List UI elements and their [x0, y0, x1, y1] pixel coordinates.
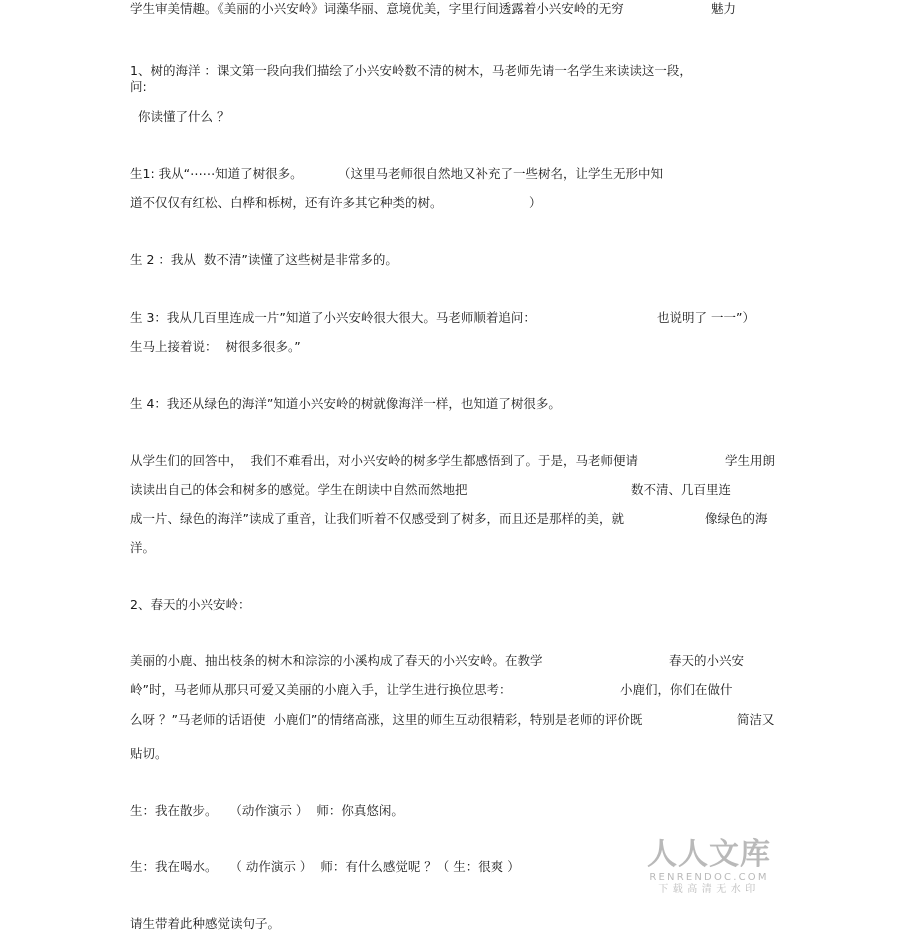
paragraph-line: 美丽的小鹿、抽出枝条的树木和淙淙的小溪构成了春天的小兴安岭。在教学 — [130, 653, 543, 668]
dialogue-line: 生：我在喝水。 （ 动作演示 ） 师：有什么感觉呢 ？（ 生：很爽 ） — [130, 859, 520, 874]
paragraph-line-tail: ） — [529, 195, 542, 210]
watermark-logo — [646, 837, 772, 895]
student-answer-1: 生1: 我从“⋯⋯知道了树很多。 — [130, 166, 303, 181]
paragraph-line: 岭”时，马老师从那只可爱又美丽的小鹿入手，让学生进行换位思考： — [130, 682, 512, 697]
paragraph-line-tail: 像绿色的海 — [705, 511, 768, 526]
paragraph-line: 道不仅仅有红松、白桦和栎树，还有许多其它种类的树。 — [130, 195, 443, 210]
paragraph-line-tail: 也说明了 一一”） — [657, 310, 755, 325]
paragraph-line: 问: — [130, 79, 147, 94]
paragraph-line: 学生审美情趣。《美丽的小兴安岭》词藻华丽、意境优美，字里行间透露着小兴安岭的无穷 — [130, 1, 624, 16]
paragraph-line-tail: 魅力 — [711, 1, 737, 16]
paragraph-line-tail: 春天的小兴安 — [669, 653, 745, 668]
paragraph-line-tail: 简洁又 — [737, 712, 775, 727]
question-line: 你读懂了什么 ？ — [138, 109, 230, 124]
watermark-url: RENRENDOC.COM — [649, 872, 769, 883]
watermark-title: 人人文库 — [647, 837, 771, 872]
teacher-note: （这里马老师很自然地又补充了一些树名，让学生无形中知 — [338, 166, 664, 181]
section-heading-1: 1、树的海洋 ：课文第一段向我们描绘了小兴安岭数不清的树木，马老师先请一名学生来读读这一段， — [130, 63, 692, 78]
student-answer-3: 生 3：我从几百里连成一片”知道了小兴安岭很大很大。马老师顺着追问： — [130, 310, 536, 325]
section-heading-2: 2、春天的小兴安岭： — [130, 597, 251, 612]
dialogue-line: 生：我在散步。 （动作演示 ） 师：你真悠闲。 — [130, 803, 404, 818]
paragraph-line-tail: 数不清、几百里连 — [631, 482, 732, 497]
student-answer-4: 生 4：我还从绿色的海洋”知道小兴安岭的树就像海洋一样，也知道了树很多。 — [130, 396, 561, 411]
paragraph-line: 贴切。 — [130, 746, 168, 761]
paragraph-line: 成一片、绿色的海洋”读成了重音，让我们听着不仅感受到了树多，而且还是那样的美，就 — [130, 511, 624, 526]
paragraph-line: 从学生们的回答中， 我们不难看出，对小兴安岭的树多学生都感悟到了。于是，马老师便请 — [130, 453, 638, 468]
paragraph-line-tail: 学生用朗 — [725, 453, 776, 468]
paragraph-line: 读读出自己的体会和树多的感觉。学生在朗读中自然而然地把 — [130, 482, 468, 497]
paragraph-line: 洋。 — [130, 540, 156, 555]
paragraph-line: 请生带着此种感觉读句子。 — [130, 916, 281, 931]
student-answer-2: 生 2 ：我从 数不清”读懂了这些树是非常多的。 — [130, 252, 398, 267]
paragraph-line-tail: 小鹿们，你们在做什 — [620, 682, 733, 697]
watermark-subtitle: 下载高清无水印 — [658, 884, 760, 895]
paragraph-line: 么呀 ？”马老师的话语使 小鹿们”的情绪高涨，这里的师生互动很精彩，特别是老师的评价既 — [130, 712, 643, 727]
paragraph-line: 生马上接着说： 树很多很多。” — [130, 339, 301, 354]
